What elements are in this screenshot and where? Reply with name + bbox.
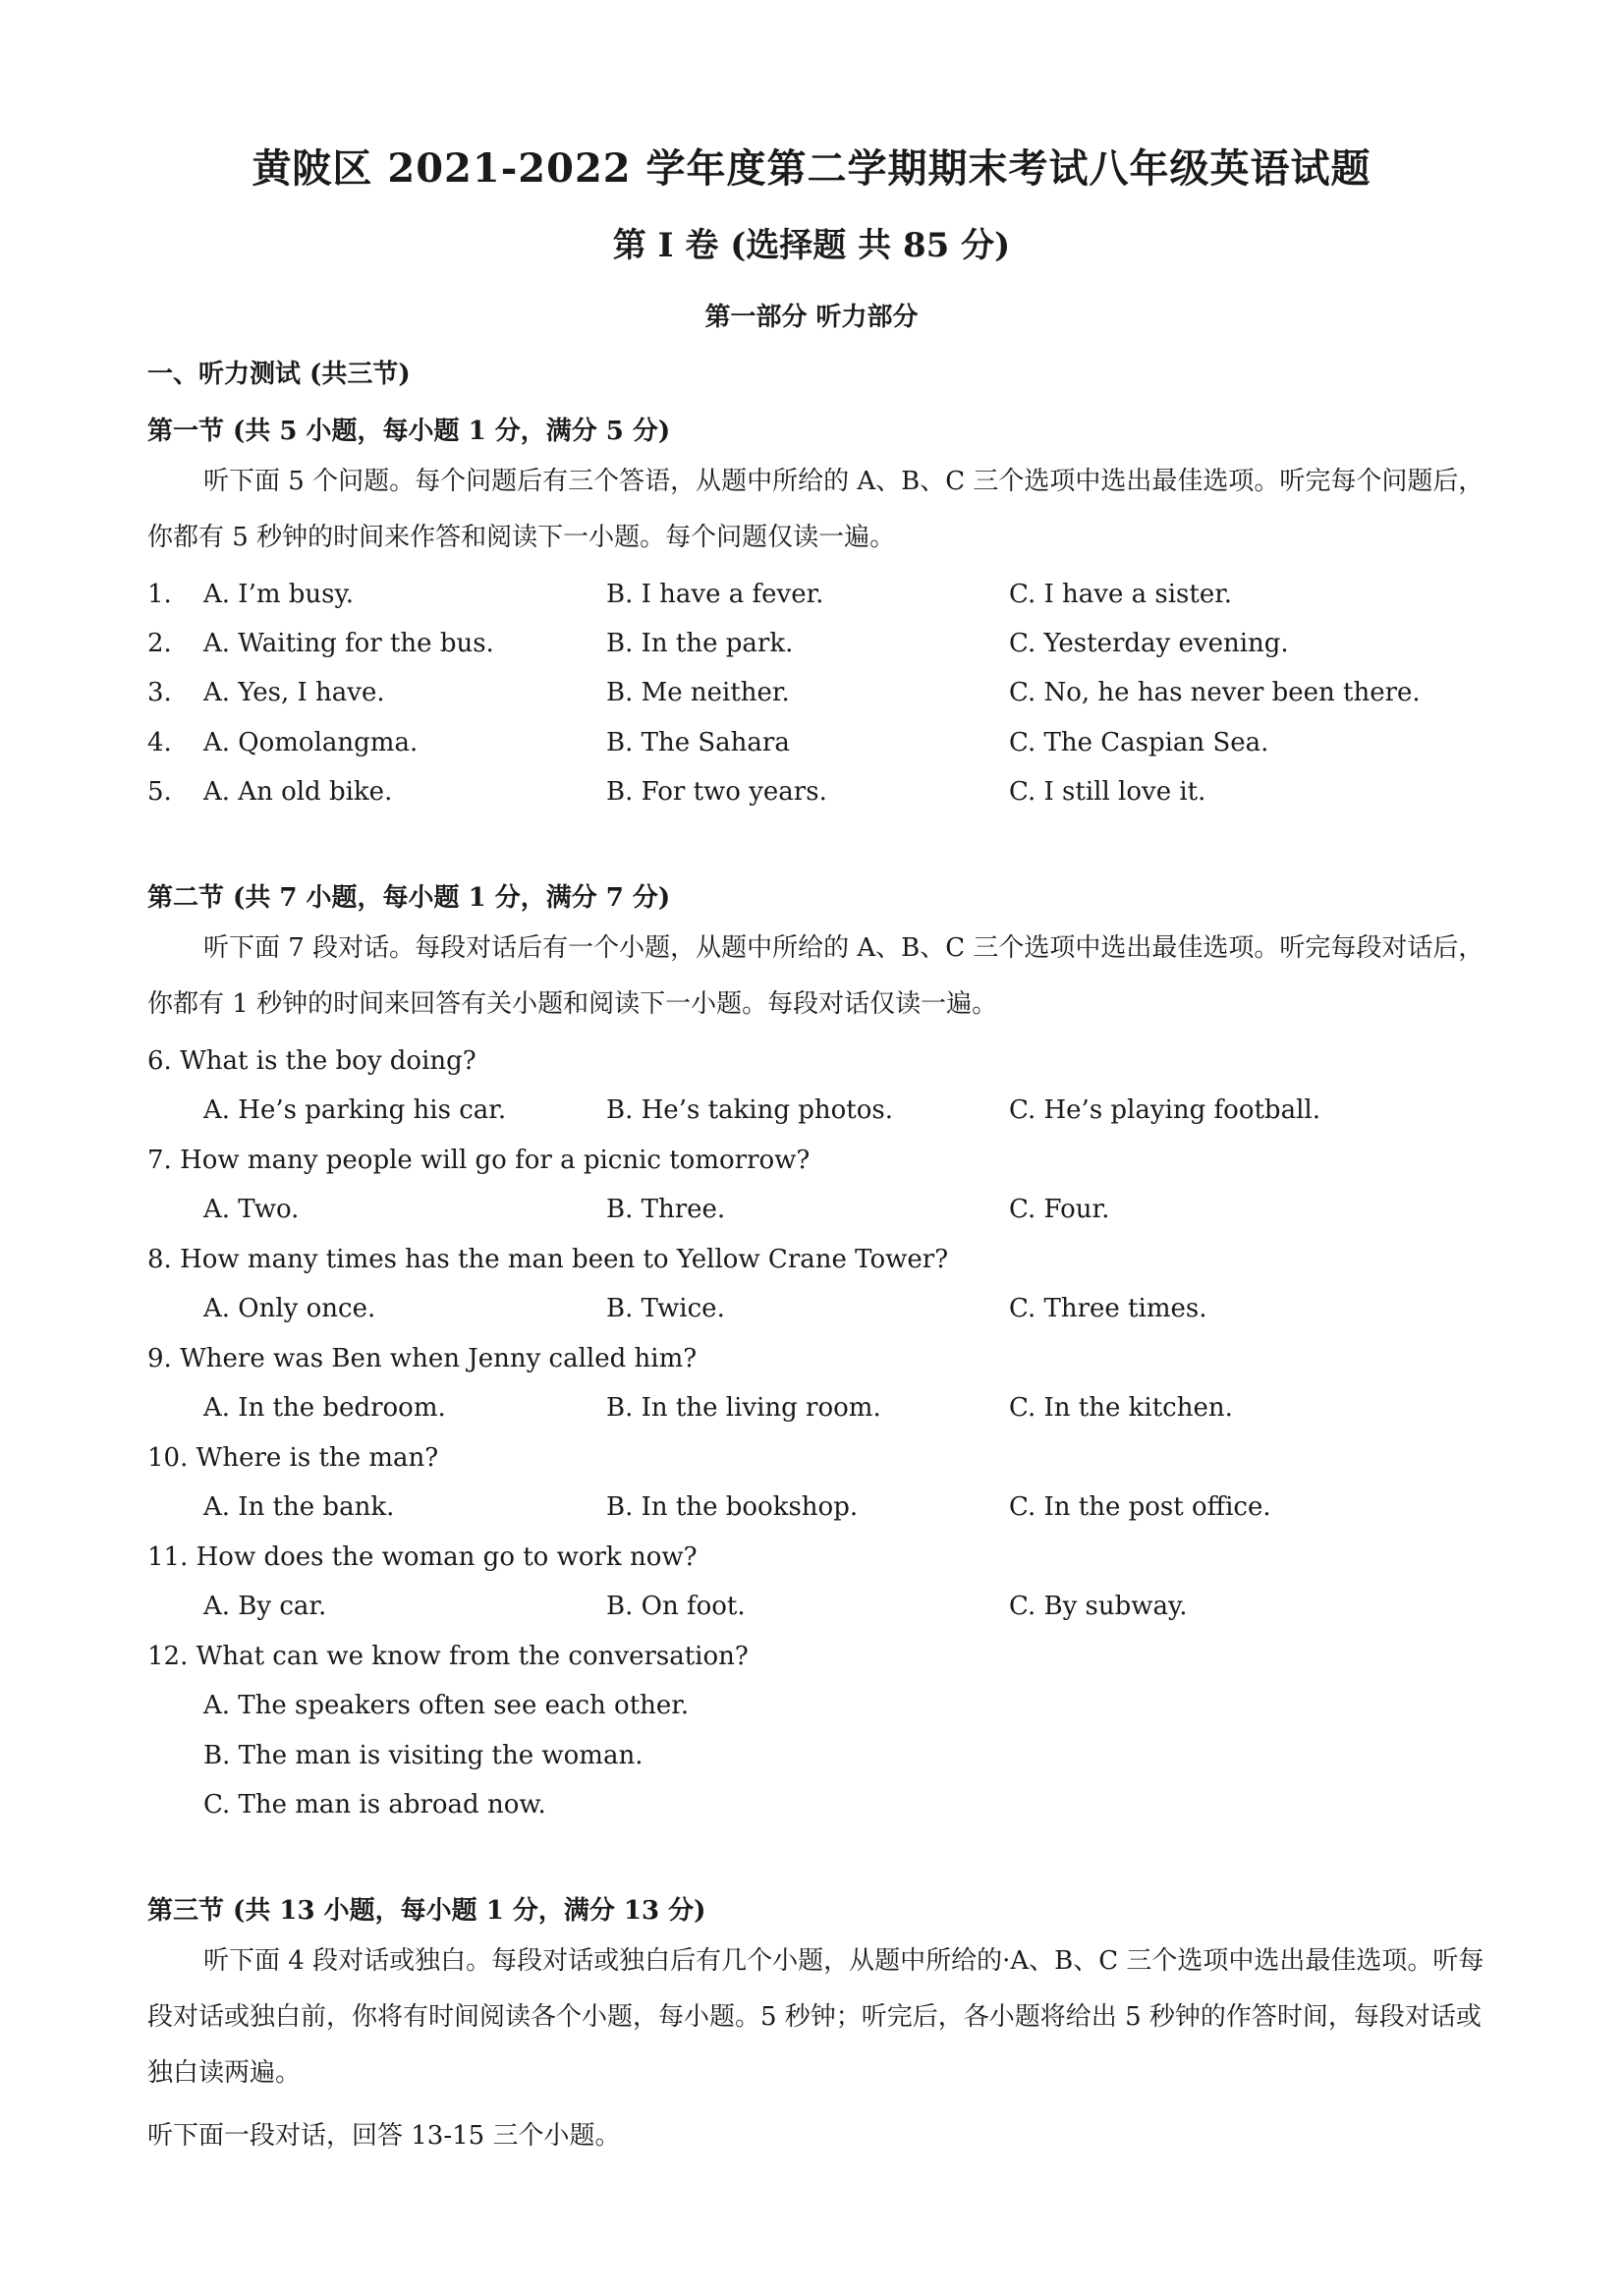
option-a: A. Two. <box>203 1195 300 1224</box>
question-text: 12. What can we know from the conversation? <box>147 1642 749 1671</box>
section1-heading: 第一节 (共 5 小题，每小题 1 分，满分 5 分) <box>147 417 671 446</box>
question-text: 7. How many people will go for a picnic tomorrow? <box>147 1146 811 1175</box>
volume-subtitle: 第 I 卷 (选择题 共 85 分) <box>612 226 1011 265</box>
option-b: B. On foot. <box>606 1592 746 1621</box>
option-b: B. I have a fever. <box>606 580 824 609</box>
option-c: C. I have a sister. <box>1009 580 1233 609</box>
listening-heading: 一、听力测试 (共三节) <box>147 360 411 389</box>
item-number: 1. <box>147 580 172 609</box>
option-c: C. I still love it. <box>1009 777 1206 807</box>
item-number: 3. <box>147 678 172 707</box>
option-b: B. The man is visiting the woman. <box>203 1741 644 1770</box>
question-text: 8. How many times has the man been to Yellow Crane Tower? <box>147 1245 949 1274</box>
option-a: A. Qomolangma. <box>203 728 419 757</box>
option-a: A. I’m busy. <box>203 580 354 609</box>
option-b: B. For two years. <box>606 777 827 807</box>
option-a: A. In the bank. <box>203 1492 395 1522</box>
item-number: 4. <box>147 728 172 757</box>
option-b: B. In the bookshop. <box>606 1492 859 1522</box>
option-b: B. Three. <box>606 1195 726 1224</box>
option-c: C. By subway. <box>1009 1592 1188 1621</box>
exam-title: 黄陂区 2021-2022 学年度第二学期期末考试八年级英语试题 <box>252 145 1371 192</box>
question-text: 10. Where is the man? <box>147 1443 439 1473</box>
option-b: B. Twice. <box>606 1294 725 1323</box>
question-text: 6. What is the boy doing? <box>147 1046 476 1076</box>
section2-heading: 第二节 (共 7 小题，每小题 1 分，满分 7 分) <box>147 883 671 913</box>
question-text: 9. Where was Ben when Jenny called him? <box>147 1344 698 1373</box>
option-b: B. In the living room. <box>606 1393 881 1423</box>
option-a: A. Only once. <box>203 1294 376 1323</box>
option-a: A. The speakers often see each other. <box>203 1691 690 1720</box>
item-number: 2. <box>147 629 172 658</box>
section2-instructions: 听下面 7 段对话。每段对话后有一个小题，从题中所给的 A、B、C 三个选项中选出最佳选项。听完每段对话后，你都有 1 秒钟的时间来回答有关小题和阅读下一小题。每段对话仅读一遍。 <box>147 933 1484 1019</box>
part-title: 第一部分 听力部分 <box>704 303 919 332</box>
question-text: 11. How does the woman go to work now? <box>147 1542 698 1572</box>
option-c: C. The Caspian Sea. <box>1009 728 1269 757</box>
section3-note: 听下面一段对话，回答 13-15 三个小题。 <box>147 2121 621 2151</box>
option-b: B. Me neither. <box>606 678 790 707</box>
option-c: C. Yesterday evening. <box>1009 629 1289 658</box>
option-c: C. The man is abroad now. <box>203 1790 546 1820</box>
option-a: A. Waiting for the bus. <box>203 629 494 658</box>
option-c: C. Four. <box>1009 1195 1110 1224</box>
option-b: B. He’s taking photos. <box>606 1095 893 1125</box>
option-a: A. An old bike. <box>203 777 393 807</box>
option-c: C. Three times. <box>1009 1294 1207 1323</box>
option-a: A. He’s parking his car. <box>203 1095 507 1125</box>
section1-instructions: 听下面 5 个问题。每个问题后有三个答语，从题中所给的 A、B、C 三个选项中选出最佳选项。听完每个问题后，你都有 5 秒钟的时间来作答和阅读下一小题。每个问题仅读一遍。 <box>147 467 1484 552</box>
item-number: 5. <box>147 777 172 807</box>
option-a: A. By car. <box>203 1592 327 1621</box>
option-c: C. In the kitchen. <box>1009 1393 1233 1423</box>
option-c: C. No, he has never been there. <box>1009 678 1421 707</box>
option-a: A. Yes, I have. <box>203 678 385 707</box>
option-c: C. He’s playing football. <box>1009 1095 1320 1125</box>
section3-instructions: 听下面 4 段对话或独白。每段对话或独白后有几个小题，从题中所给的·A、B、C 三个选项中选出最佳选项。听每段对话或独白前，你将有时间阅读各个小题，每小题。5 秒钟；听完后，各小题将给出 5 秒钟的作答时间，每段对话或独白读两遍。 <box>147 1946 1484 2088</box>
option-b: B. In the park. <box>606 629 794 658</box>
option-a: A. In the bedroom. <box>203 1393 446 1423</box>
option-b: B. The Sahara <box>606 728 790 757</box>
section3-heading: 第三节 (共 13 小题，每小题 1 分，满分 13 分) <box>147 1896 706 1926</box>
option-c: C. In the post office. <box>1009 1492 1271 1522</box>
